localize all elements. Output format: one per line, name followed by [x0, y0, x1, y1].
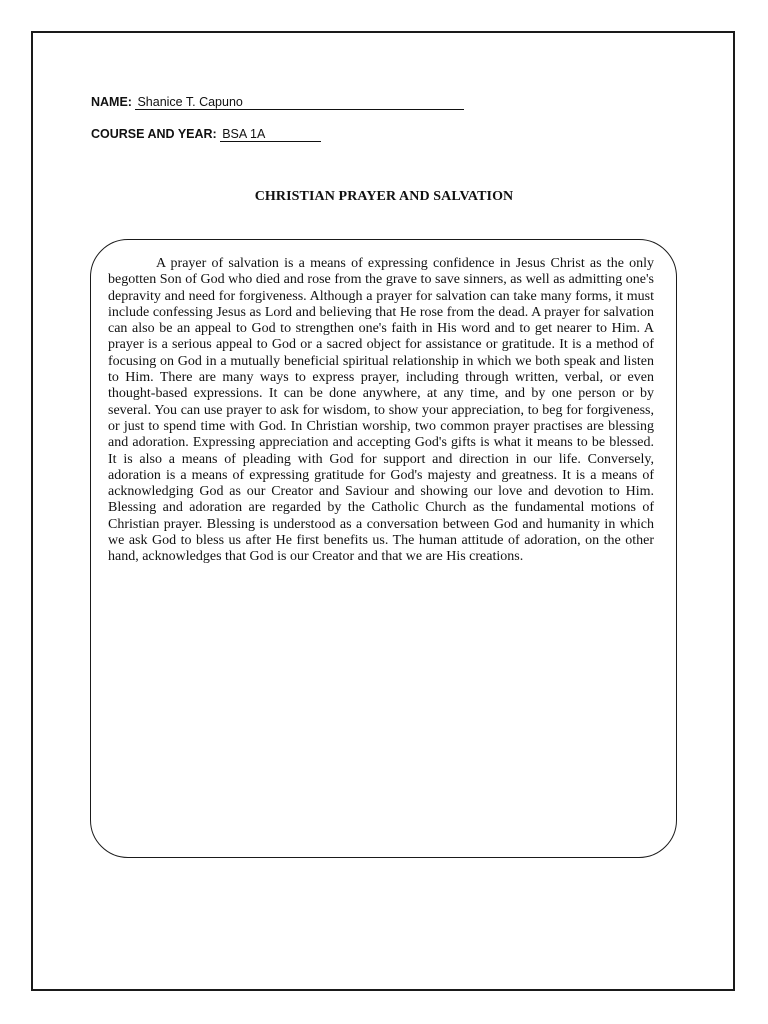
document-title: CHRISTIAN PRAYER AND SALVATION: [254, 189, 514, 204]
course-year-field: [91, 127, 321, 142]
name-value: Shanice T. Capuno: [135, 95, 464, 110]
course-year-value: BSA 1A: [220, 127, 321, 142]
name-label: NAME:: [91, 95, 132, 109]
essay-body: A prayer of salvation is a means of expressing confidence in Jesus Christ as the only begotten Son of God who died and rose from the grave to save sinners, as well as admitting one's depravity and need for forgiveness. Although a prayer for salvation can take many forms, it must include confessing Jesus as Lord and believing that He rose from the dead. A prayer for salvation can also be an appeal to God to strengthen one's faith in His word and to get nearer to Him. A prayer is a serious appeal to God or a sacred object for assistance or gratitude. It is a method of focusing on God in a mutually beneficial spiritual relationship in which we both speak and listen to Him. There are many ways to express prayer, including through written, verbal, or even thought-based expressions. It can be done anywhere, at any time, and by one person or by several. You can use prayer to ask for wisdom, to show your appreciation, to beg for forgiveness, or just to spend time with God. In Christian worship, two common prayer practises are blessing and adoration. Expressing appreciation and accepting God's gifts is what it means to be blessed. It is also a means of pleading with God for support and direction in our life. Conversely, adoration is a means of expressing gratitude for God's majesty and greatness. It is a means of acknowledging God as our Creator and Saviour and showing our love and devotion to Him. Blessing and adoration are regarded by the Catholic Church as the fundamental motions of Christian prayer. Blessing is understood as a conversation between God and humanity in which we ask God to bless us after He first benefits us. The human attitude of adoration, on the other hand, acknowledges that God is our Creator and that we are His creations.: [108, 256, 654, 565]
name-field: [91, 95, 464, 110]
course-year-label: COURSE AND YEAR:: [91, 127, 217, 141]
